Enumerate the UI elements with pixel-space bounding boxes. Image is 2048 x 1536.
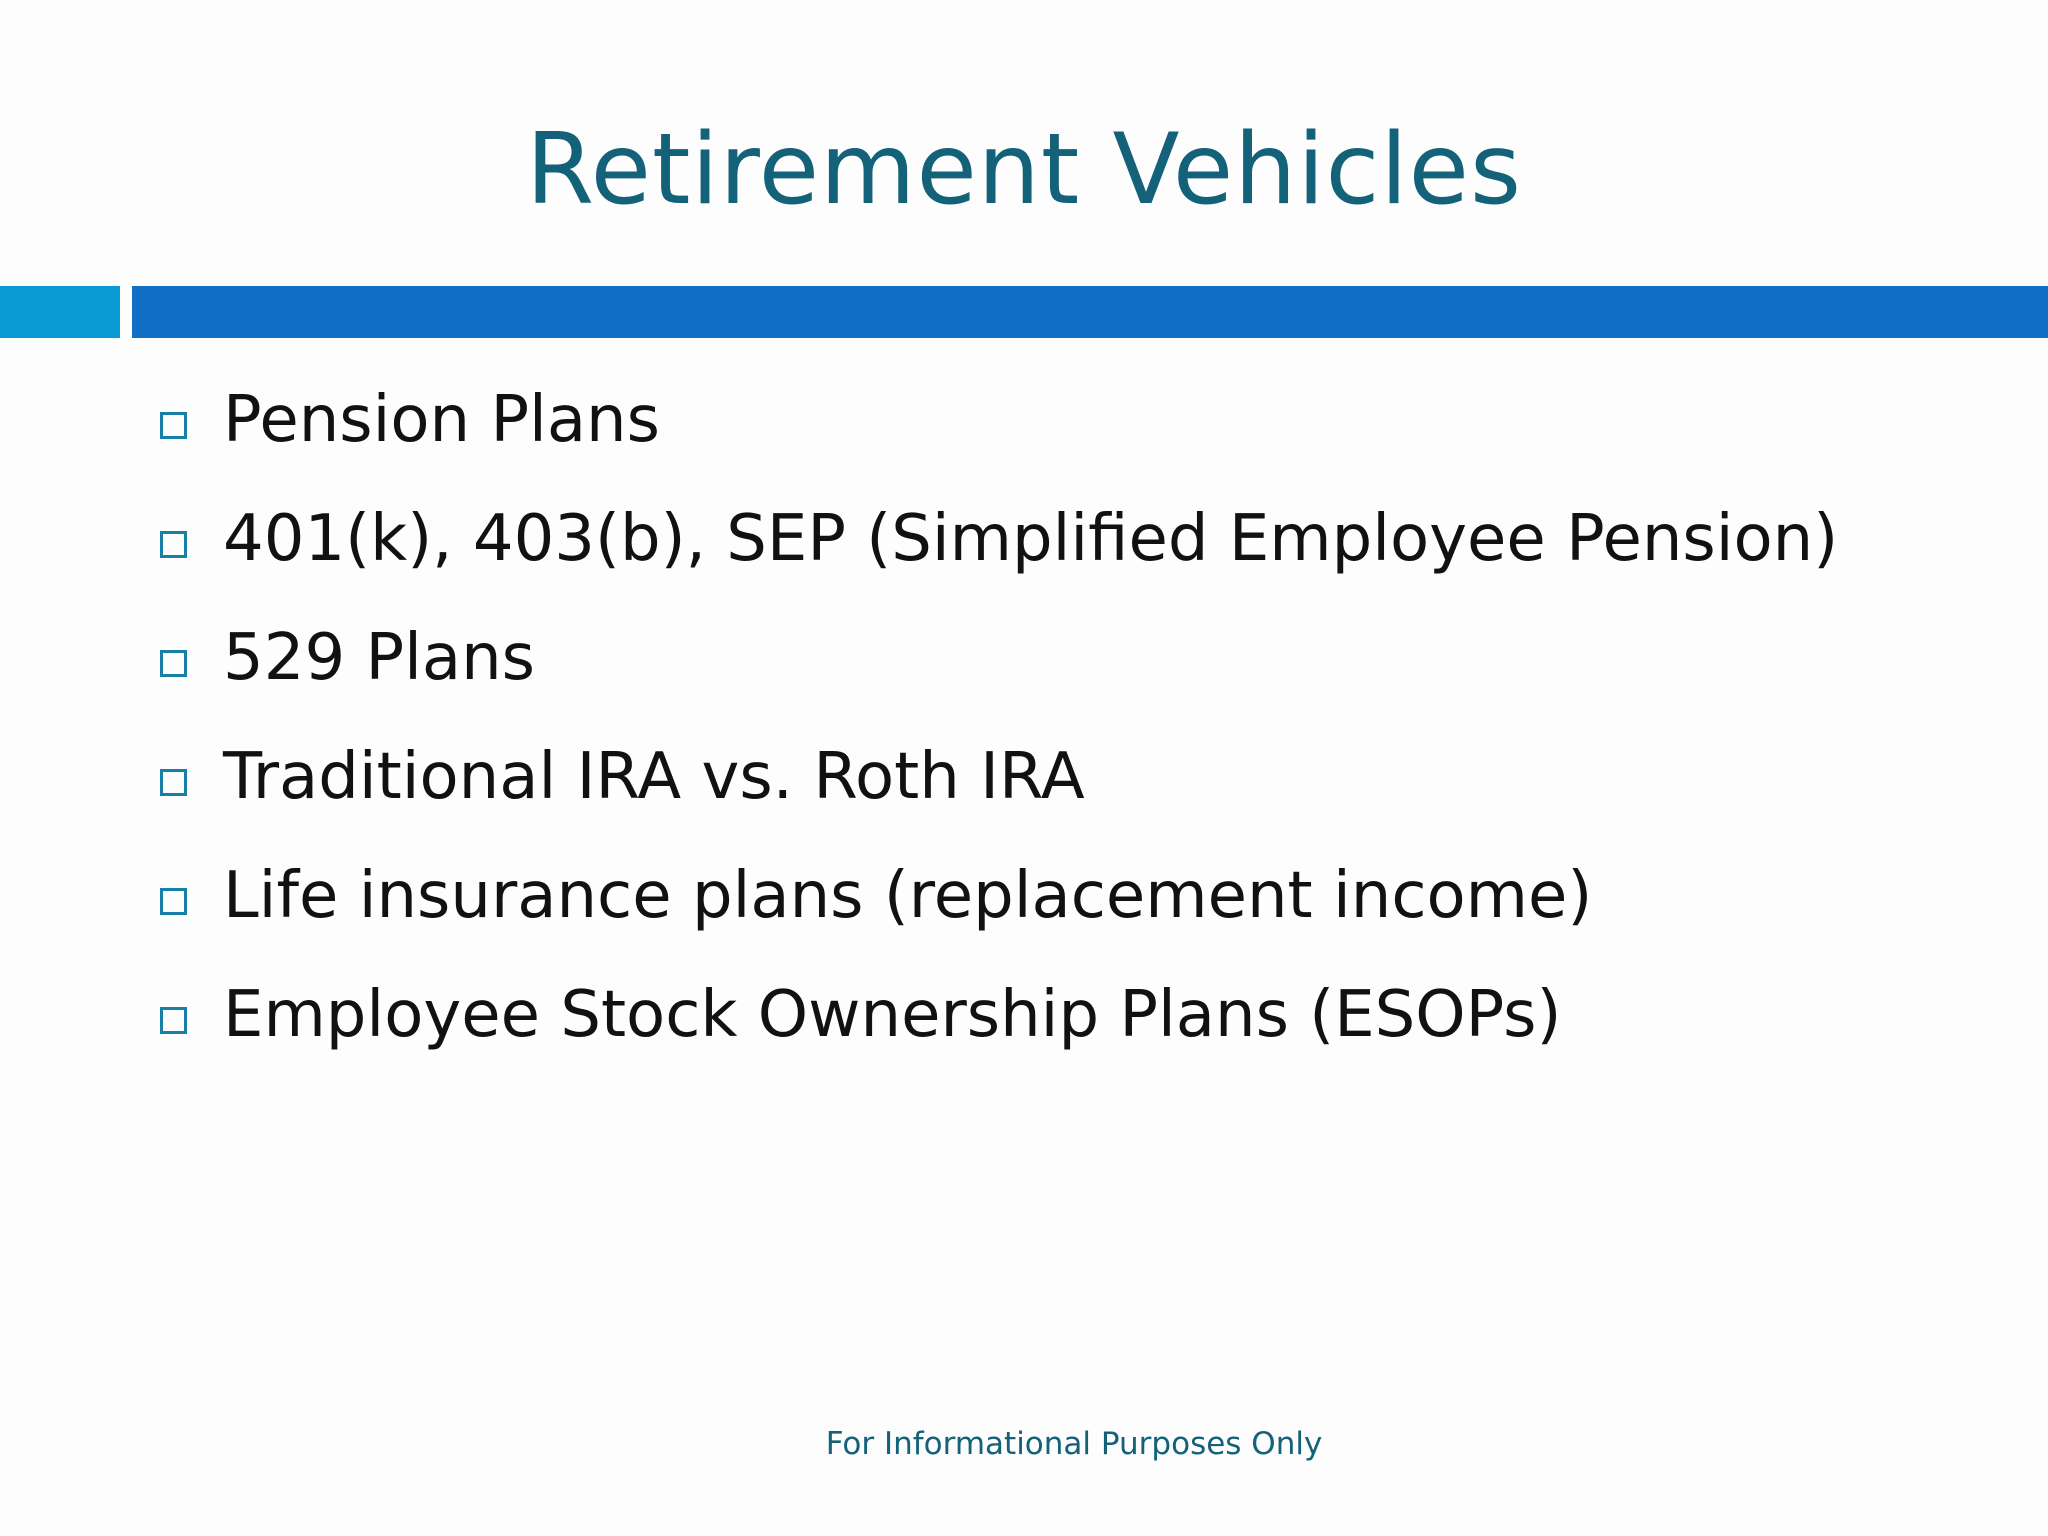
list-item: [160, 717, 2010, 836]
bullet-text: Pension Plans: [223, 382, 660, 457]
bullet-text: Employee Stock Ownership Plans (ESOPs): [223, 977, 1562, 1052]
hollow-square-icon: [160, 412, 187, 439]
bullet-text: Life insurance plans (replacement income): [223, 858, 1593, 933]
hollow-square-icon: [160, 1007, 187, 1034]
accent-bar-large: [132, 286, 2048, 338]
bullet-list: [160, 360, 2010, 1074]
hollow-square-icon: [160, 531, 187, 558]
hollow-square-icon: [160, 769, 187, 796]
hollow-square-icon: [160, 650, 187, 677]
list-item: [160, 598, 2010, 717]
list-item: [160, 955, 2010, 1074]
bullet-text: 529 Plans: [223, 620, 535, 695]
slide-footer: For Informational Purposes Only: [825, 1426, 1323, 1462]
list-item: [160, 479, 2010, 598]
bullet-text: 401(k), 403(b), SEP (Simplified Employee Pension): [223, 501, 1839, 576]
hollow-square-icon: [160, 888, 187, 915]
list-item: [160, 360, 2010, 479]
bullet-text: Traditional IRA vs. Roth IRA: [223, 739, 1085, 814]
list-item: [160, 836, 2010, 955]
accent-bar-small: [0, 286, 120, 338]
slide-title: Retirement Vehicles: [525, 113, 1523, 227]
